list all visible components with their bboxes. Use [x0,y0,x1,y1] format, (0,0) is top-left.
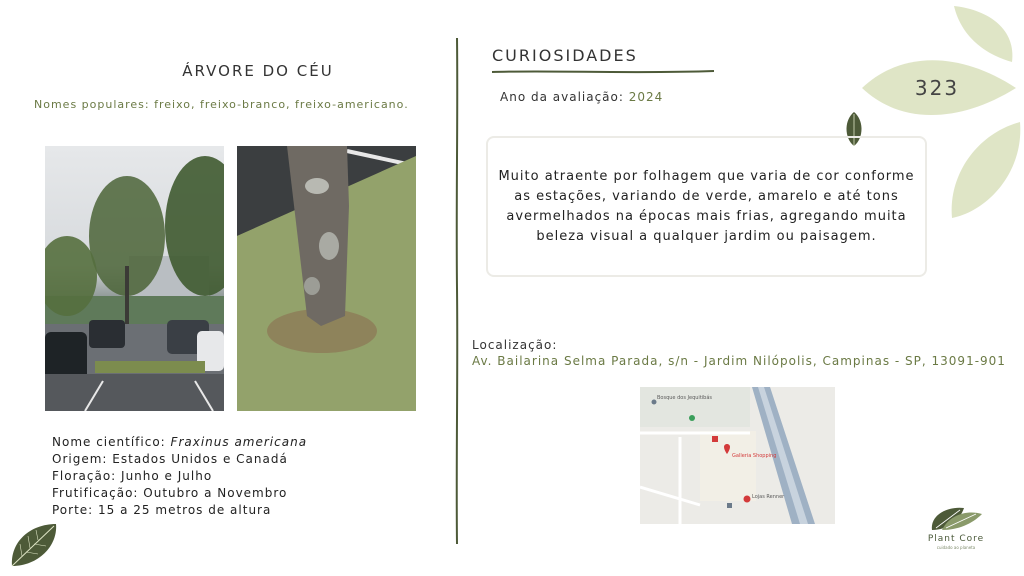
location-address: Av. Bailarina Selma Parada, s/n - Jardim Nilópolis, Campinas - SP, 13091-901 [472,354,1006,368]
popular-names-label: Nomes populares: [34,98,150,111]
location-label: Localização: [472,338,558,352]
size-row [52,502,307,519]
tree-photo [45,146,224,411]
origin-row [52,451,307,468]
map-label-mall: Galleria Shopping [732,453,777,459]
heading-underline [492,68,714,76]
scientific-name-value: Fraxinus americana [170,435,308,449]
popular-names [34,98,444,111]
evaluation-year-value: 2024 [628,90,664,104]
origin-value: Estados Unidos e Canadá [112,452,288,466]
logo-tagline: cuidado ao planeta [936,545,976,550]
map-label-store: Lojas Renner [752,494,785,500]
vertical-divider [455,38,459,544]
evaluation-year [500,90,663,104]
flowering-label: Floração: [52,469,117,483]
evaluation-year-label: Ano da avaliação: [500,90,624,104]
tree-photo-illustration [45,146,224,411]
flowering-value: Junho e Julho [121,469,213,483]
plant-core-logo [920,502,992,534]
tree-title: ÁRVORE DO CÉU [182,62,334,80]
curiosity-card [486,136,927,277]
flowering-row [52,468,307,485]
curiosities-heading: CURIOSIDADES [492,46,638,65]
size-value: 15 a 25 metros de altura [98,503,272,517]
location-map[interactable] [640,387,835,524]
map-label-park: Bosque dos Jequitibás [657,395,713,401]
fruiting-row [52,485,307,502]
scientific-name-row [52,434,307,451]
trunk-photo-illustration [237,146,416,411]
trunk-photo [237,146,416,411]
record-number: 323 [914,76,960,100]
tree-details [52,434,307,519]
size-label: Porte: [52,503,94,517]
logo-name: Plant Core [927,534,985,544]
fruiting-label: Frutificação: [52,486,139,500]
curiosity-text: Muito atraente por folhagem que varia de cor conforme as estações, variando de verde, amarelo e até tons avermelhados na épocas mais frias, agregando muita beleza visual a qualquer jardim ou paisagem. [498,168,915,244]
popular-names-value: freixo, freixo-branco, freixo-americano. [154,98,409,111]
origin-label: Origem: [52,452,108,466]
leaf-icon [8,520,60,570]
fruiting-value: Outubro a Novembro [143,486,288,500]
scientific-name-label: Nome científico: [52,435,166,449]
